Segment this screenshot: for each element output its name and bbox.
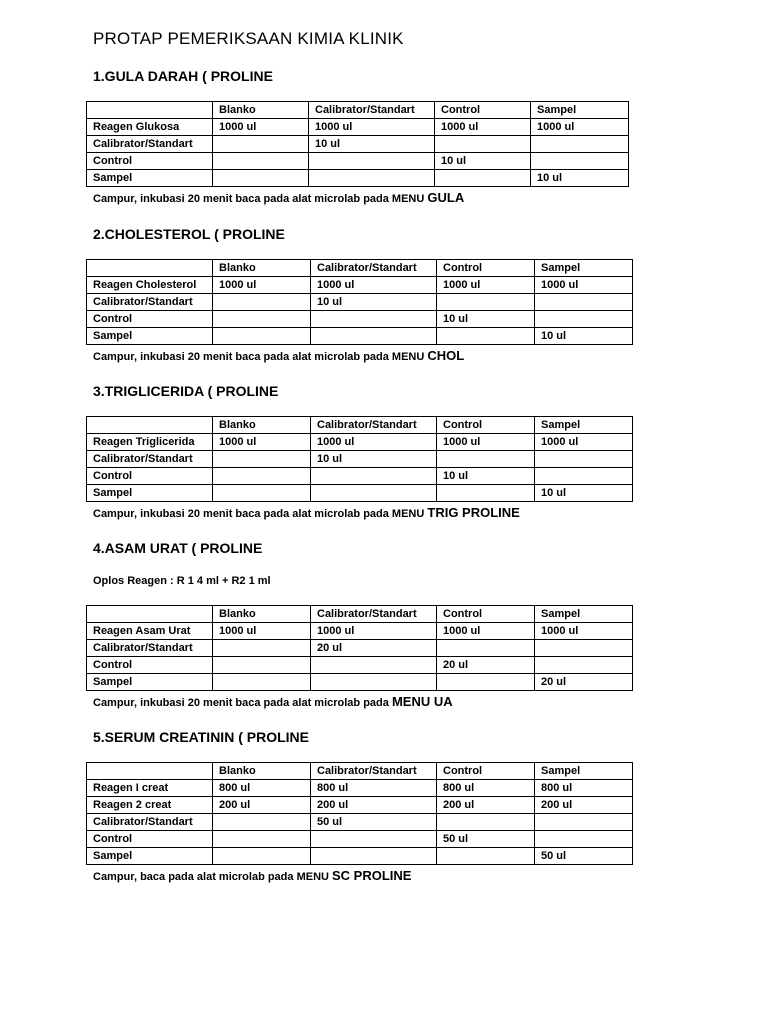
section-heading: 3.TRIGLICERIDA ( PROLINE <box>93 383 279 399</box>
table-cell <box>435 170 531 187</box>
note-text: Campur, inkubasi 20 menit baca pada alat microlab pada MENU <box>93 351 428 363</box>
column-header <box>87 763 213 780</box>
row-label: Control <box>87 153 213 170</box>
table-cell <box>535 640 633 657</box>
row-label: Sampel <box>87 674 213 691</box>
table-cell <box>213 485 311 502</box>
table-cell <box>213 814 311 831</box>
table-cell: 800 ul <box>311 780 437 797</box>
table-cell: 200 ul <box>535 797 633 814</box>
table-row <box>87 623 633 640</box>
column-header: Sampel <box>535 260 633 277</box>
table-row <box>87 434 633 451</box>
table-row <box>87 780 633 797</box>
table-cell: 20 ul <box>311 640 437 657</box>
table-cell: 10 ul <box>437 468 535 485</box>
table-cell: 50 ul <box>437 831 535 848</box>
note-text: Campur, baca pada alat microlab pada MENU <box>93 871 333 883</box>
table-cell <box>213 170 309 187</box>
row-label: Sampel <box>87 485 213 502</box>
table-cell <box>213 674 311 691</box>
section-heading: 4.ASAM URAT ( PROLINE <box>93 540 263 556</box>
menu-target: MENU UA <box>391 694 453 709</box>
column-header <box>87 260 213 277</box>
column-header: Calibrator/Standart <box>311 763 437 780</box>
table-row <box>87 848 633 865</box>
note-text: Campur, inkubasi 20 menit baca pada alat microlab pada MENU <box>93 193 428 205</box>
column-header: Sampel <box>535 417 633 434</box>
table-cell <box>535 831 633 848</box>
menu-target: CHOL <box>427 348 465 363</box>
column-header: Control <box>437 260 535 277</box>
row-label: Reagen Glukosa <box>87 119 213 136</box>
table-header-row <box>87 417 633 434</box>
row-label: Calibrator/Standart <box>87 136 213 153</box>
row-label: Sampel <box>87 170 213 187</box>
procedure-note <box>93 348 464 363</box>
table-row <box>87 451 633 468</box>
table-cell: 10 ul <box>311 451 437 468</box>
row-label: Reagen Cholesterol <box>87 277 213 294</box>
table-cell <box>213 451 311 468</box>
table-cell <box>437 848 535 865</box>
table-row <box>87 311 633 328</box>
row-label: Sampel <box>87 328 213 345</box>
table-cell: 10 ul <box>435 153 531 170</box>
menu-target: TRIG PROLINE <box>427 505 520 520</box>
table-cell: 1000 ul <box>437 277 535 294</box>
table-cell: 10 ul <box>535 485 633 502</box>
table-cell: 10 ul <box>309 136 435 153</box>
protocol-table <box>86 416 633 502</box>
row-label: Control <box>87 468 213 485</box>
column-header: Control <box>435 102 531 119</box>
table-cell <box>531 136 629 153</box>
protocol-table <box>86 259 633 345</box>
row-label: Control <box>87 311 213 328</box>
table-cell: 20 ul <box>535 674 633 691</box>
table-cell: 50 ul <box>535 848 633 865</box>
table-cell <box>535 294 633 311</box>
row-label: Calibrator/Standart <box>87 814 213 831</box>
table-row <box>87 674 633 691</box>
table-cell <box>437 451 535 468</box>
column-header: Blanko <box>213 417 311 434</box>
table-cell <box>213 831 311 848</box>
table-cell <box>213 657 311 674</box>
row-label: Calibrator/Standart <box>87 451 213 468</box>
procedure-note <box>93 868 411 883</box>
table-cell <box>311 657 437 674</box>
column-header: Blanko <box>213 606 311 623</box>
note-text: Campur, inkubasi 20 menit baca pada alat microlab pada MENU <box>93 508 428 520</box>
table-cell <box>309 170 435 187</box>
table-cell: 1000 ul <box>437 434 535 451</box>
table-cell: 20 ul <box>437 657 535 674</box>
table-cell <box>311 848 437 865</box>
table-cell <box>213 468 311 485</box>
table-cell: 1000 ul <box>213 119 309 136</box>
table-cell <box>309 153 435 170</box>
procedure-note <box>93 694 453 709</box>
section-heading: 1.GULA DARAH ( PROLINE <box>93 68 273 84</box>
table-cell: 1000 ul <box>535 277 633 294</box>
column-header: Calibrator/Standart <box>311 260 437 277</box>
table-cell <box>311 485 437 502</box>
table-cell <box>213 136 309 153</box>
table-cell: 10 ul <box>535 328 633 345</box>
table-cell <box>535 814 633 831</box>
table-cell <box>311 468 437 485</box>
column-header: Blanko <box>213 763 311 780</box>
procedure-note <box>93 505 520 520</box>
table-cell: 200 ul <box>437 797 535 814</box>
row-label: Reagen I creat <box>87 780 213 797</box>
column-header: Calibrator/Standart <box>311 417 437 434</box>
table-header-row <box>87 763 633 780</box>
protocol-table <box>86 605 633 691</box>
menu-target: GULA <box>427 190 465 205</box>
column-header: Calibrator/Standart <box>311 606 437 623</box>
table-header-row <box>87 606 633 623</box>
table-cell: 10 ul <box>437 311 535 328</box>
table-cell: 1000 ul <box>213 434 311 451</box>
reagent-mix-note: Oplos Reagen : R 1 4 ml + R2 1 ml <box>93 575 271 587</box>
table-cell <box>435 136 531 153</box>
table-cell <box>531 153 629 170</box>
row-label: Reagen Asam Urat <box>87 623 213 640</box>
column-header <box>87 417 213 434</box>
protocol-table <box>86 101 629 187</box>
row-label: Control <box>87 831 213 848</box>
table-row <box>87 136 629 153</box>
table-cell <box>437 674 535 691</box>
table-cell <box>437 640 535 657</box>
table-cell: 1000 ul <box>531 119 629 136</box>
table-cell: 1000 ul <box>535 434 633 451</box>
section-heading: 2.CHOLESTEROL ( PROLINE <box>93 226 285 242</box>
table-cell <box>311 311 437 328</box>
table-row <box>87 797 633 814</box>
column-header: Blanko <box>213 102 309 119</box>
table-header-row <box>87 102 629 119</box>
table-cell: 1000 ul <box>311 623 437 640</box>
table-cell: 1000 ul <box>213 277 311 294</box>
table-cell: 10 ul <box>531 170 629 187</box>
table-row <box>87 277 633 294</box>
table-header-row <box>87 260 633 277</box>
table-cell <box>535 451 633 468</box>
row-label: Reagen Triglicerida <box>87 434 213 451</box>
table-cell: 200 ul <box>311 797 437 814</box>
table-cell <box>535 311 633 328</box>
table-cell <box>535 468 633 485</box>
table-row <box>87 328 633 345</box>
column-header <box>87 606 213 623</box>
table-cell <box>311 674 437 691</box>
column-header: Sampel <box>535 763 633 780</box>
table-cell <box>213 311 311 328</box>
table-cell: 800 ul <box>213 780 311 797</box>
table-cell: 800 ul <box>535 780 633 797</box>
column-header: Calibrator/Standart <box>309 102 435 119</box>
section-heading: 5.SERUM CREATININ ( PROLINE <box>93 729 309 745</box>
table-cell <box>535 657 633 674</box>
row-label: Sampel <box>87 848 213 865</box>
table-cell <box>213 848 311 865</box>
table-row <box>87 119 629 136</box>
table-cell <box>437 328 535 345</box>
row-label: Calibrator/Standart <box>87 294 213 311</box>
row-label: Reagen 2 creat <box>87 797 213 814</box>
table-cell: 1000 ul <box>435 119 531 136</box>
table-cell <box>213 153 309 170</box>
table-cell <box>311 328 437 345</box>
page-title: PROTAP PEMERIKSAAN KIMIA KLINIK <box>93 29 404 48</box>
table-row <box>87 153 629 170</box>
table-cell: 200 ul <box>213 797 311 814</box>
table-cell <box>437 294 535 311</box>
table-cell <box>311 831 437 848</box>
table-cell: 1000 ul <box>311 277 437 294</box>
table-cell <box>213 640 311 657</box>
row-label: Calibrator/Standart <box>87 640 213 657</box>
column-header: Blanko <box>213 260 311 277</box>
table-cell: 1000 ul <box>213 623 311 640</box>
table-row <box>87 640 633 657</box>
table-cell: 1000 ul <box>437 623 535 640</box>
table-row <box>87 485 633 502</box>
column-header: Sampel <box>535 606 633 623</box>
menu-target: SC PROLINE <box>332 868 412 883</box>
table-cell <box>213 294 311 311</box>
column-header <box>87 102 213 119</box>
table-cell: 10 ul <box>311 294 437 311</box>
table-cell: 1000 ul <box>535 623 633 640</box>
table-row <box>87 657 633 674</box>
table-cell <box>213 328 311 345</box>
table-row <box>87 294 633 311</box>
column-header: Sampel <box>531 102 629 119</box>
row-label: Control <box>87 657 213 674</box>
table-cell: 50 ul <box>311 814 437 831</box>
table-cell <box>437 814 535 831</box>
table-row <box>87 468 633 485</box>
note-text: Campur, inkubasi 20 menit baca pada alat microlab pada <box>93 697 392 709</box>
column-header: Control <box>437 606 535 623</box>
table-row <box>87 170 629 187</box>
table-cell: 800 ul <box>437 780 535 797</box>
table-row <box>87 831 633 848</box>
column-header: Control <box>437 417 535 434</box>
protocol-table <box>86 762 633 865</box>
procedure-note <box>93 190 464 205</box>
table-cell <box>437 485 535 502</box>
table-row <box>87 814 633 831</box>
column-header: Control <box>437 763 535 780</box>
table-cell: 1000 ul <box>309 119 435 136</box>
table-cell: 1000 ul <box>311 434 437 451</box>
